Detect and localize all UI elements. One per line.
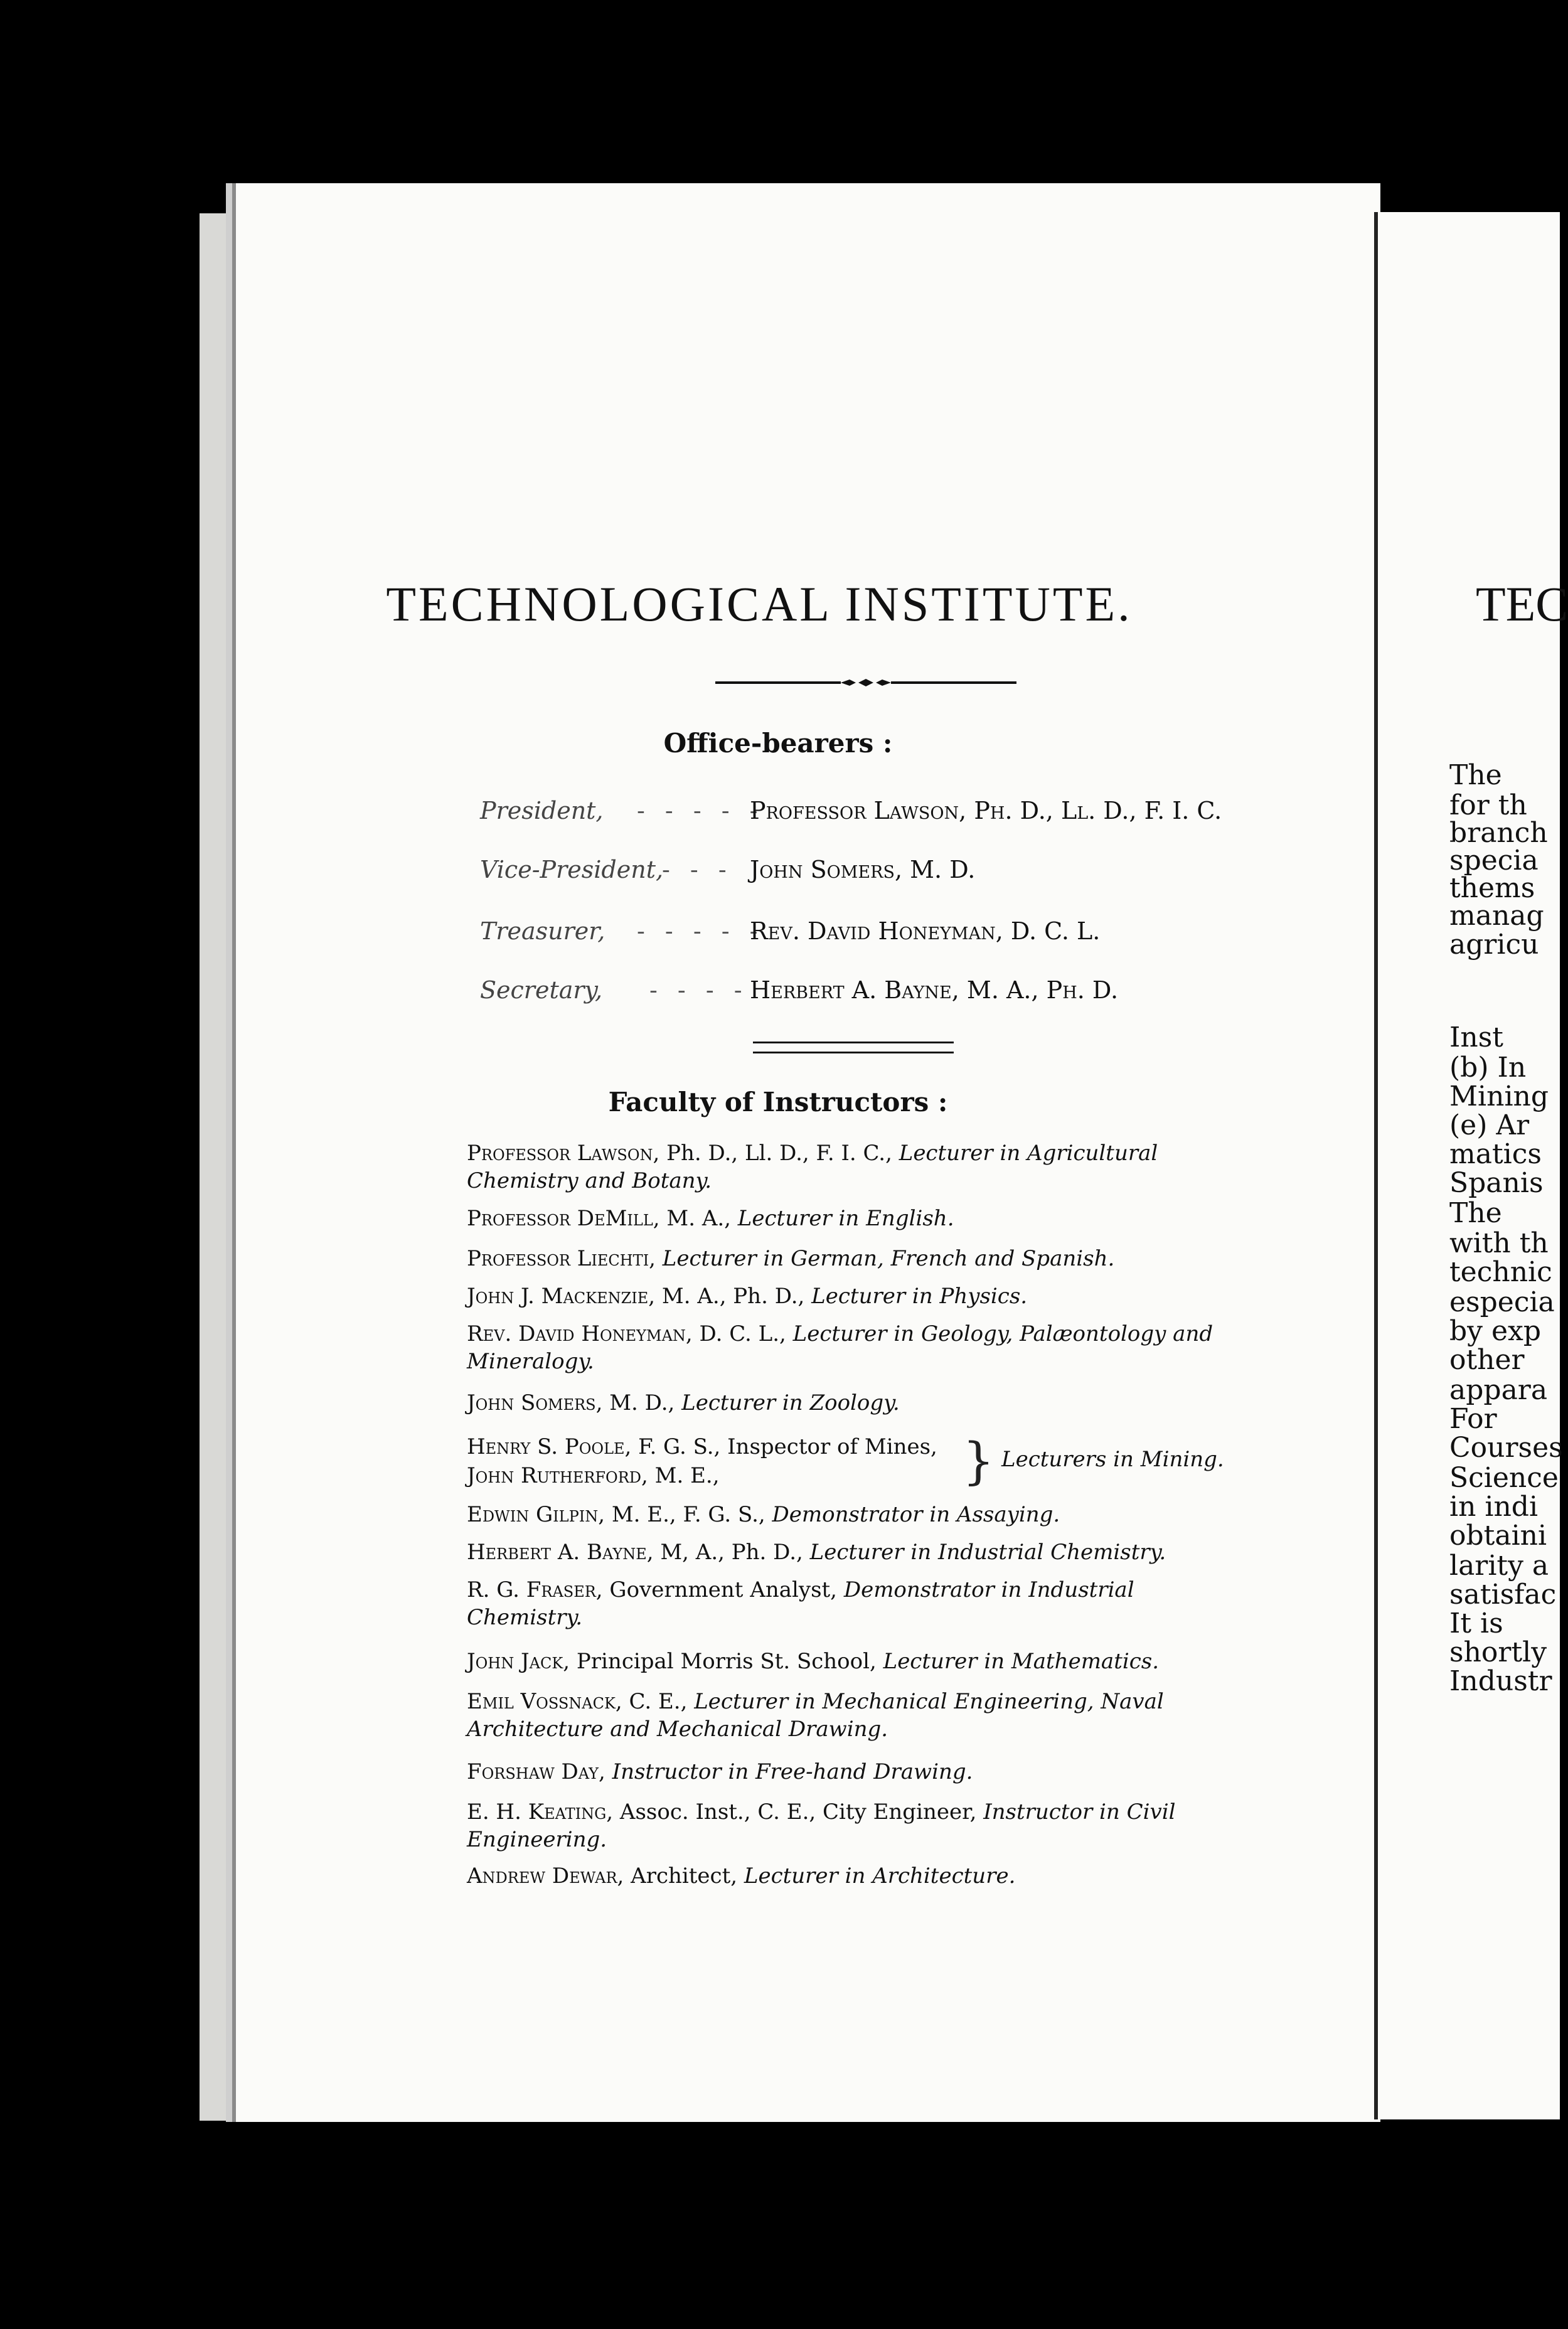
facing-page-line: Courses xyxy=(1449,1432,1563,1464)
office-role: President, xyxy=(480,797,604,824)
faculty-role: Demonstrator in Assaying. xyxy=(772,1502,1060,1527)
faculty-entry xyxy=(467,1688,1245,1743)
faculty-role: Lecturer in German, French and Spanish. xyxy=(662,1246,1115,1271)
faculty-credentials xyxy=(605,1759,612,1784)
facing-page-line: shortly xyxy=(1449,1636,1547,1668)
double-rule-bottom xyxy=(753,1052,954,1053)
faculty-name: Professor Liechti, xyxy=(467,1246,656,1271)
office-row-secretary xyxy=(480,976,1252,1010)
faculty-credentials: Ph. D., Ll. D., F. I. C., xyxy=(659,1141,899,1166)
facing-page-line: Mining xyxy=(1449,1080,1549,1112)
faculty-name: Henry S. Poole, xyxy=(467,1434,632,1459)
mining-line-1 xyxy=(467,1433,937,1461)
facing-page-line: satisfac xyxy=(1449,1579,1557,1611)
faculty-name: John J. Mackenzie, xyxy=(467,1284,656,1309)
facing-page-line: manag xyxy=(1449,900,1544,932)
facing-page-line: by exp xyxy=(1449,1315,1542,1347)
facing-page-line: with th xyxy=(1449,1227,1549,1259)
faculty-role: Lecturer in Agricultural Chemistry and Botany. xyxy=(467,1141,1158,1193)
faculty-entry xyxy=(467,1648,1245,1675)
faculty-credentials: M. D., xyxy=(602,1390,682,1415)
office-role: Vice-President, xyxy=(480,856,664,883)
facing-page-line: Industr xyxy=(1449,1665,1552,1697)
facing-page-line: obtaini xyxy=(1449,1520,1547,1552)
faculty-entry xyxy=(467,1245,1245,1272)
faculty-role: Lecturer in Architecture. xyxy=(744,1863,1016,1889)
faculty-credentials: Architect, xyxy=(624,1863,744,1889)
office-dashes: - - - xyxy=(662,856,733,883)
facing-page-line: thems xyxy=(1449,872,1535,904)
facing-page-line: The xyxy=(1449,1197,1502,1229)
office-role: Secretary, xyxy=(480,976,603,1004)
page-title: TECHNOLOGICAL INSTITUTE. xyxy=(386,577,1133,631)
facing-page-line: Science xyxy=(1449,1462,1559,1494)
facing-page-title: TEC xyxy=(1476,577,1568,631)
faculty-name: Emil Vossnack, xyxy=(467,1689,622,1714)
faculty-role: Instructor in Civil Engineering. xyxy=(467,1799,1176,1852)
office-bearers-heading: Office-bearers : xyxy=(663,728,893,759)
facing-page-line: larity a xyxy=(1449,1550,1549,1582)
faculty-entry xyxy=(467,1389,1245,1417)
office-row-vice-president xyxy=(480,856,1252,890)
faculty-entry xyxy=(467,1862,1245,1890)
office-name: John Somers, M. D. xyxy=(750,856,976,883)
faculty-entry xyxy=(467,1538,1245,1566)
facing-page-line: other xyxy=(1449,1344,1525,1376)
facing-page-line: branch xyxy=(1449,817,1548,849)
faculty-credentials: Government Analyst, xyxy=(602,1577,844,1602)
faculty-name: Edwin Gilpin, xyxy=(467,1502,605,1527)
faculty-credentials: F. G. S., Inspector of Mines, xyxy=(631,1434,937,1459)
office-dashes: - - - - - xyxy=(637,797,764,824)
faculty-name: Forshaw Day, xyxy=(467,1759,605,1784)
facing-page-line: in indi xyxy=(1449,1491,1539,1523)
faculty-name: Andrew Dewar, xyxy=(467,1863,624,1889)
faculty-role: Demonstrator in Industrial Chemistry. xyxy=(467,1577,1134,1630)
faculty-entry xyxy=(467,1282,1245,1310)
faculty-entry xyxy=(467,1320,1245,1375)
faculty-credentials: M. E., F. G. S., xyxy=(605,1502,772,1527)
facing-page-line: Inst xyxy=(1449,1021,1503,1053)
faculty-name: R. G. Fraser, xyxy=(467,1577,603,1602)
faculty-name: Rev. David Honeyman, xyxy=(467,1321,693,1346)
office-row-treasurer xyxy=(480,917,1252,951)
faculty-credentials: C. E., xyxy=(622,1689,695,1714)
facing-page-line: It is xyxy=(1449,1607,1503,1639)
office-name: Professor Lawson, Ph. D., Ll. D., F. I. C. xyxy=(750,797,1222,824)
faculty-name: Herbert A. Bayne, xyxy=(467,1540,654,1565)
faculty-name: John Rutherford, xyxy=(467,1463,648,1488)
faculty-name: Professor Lawson, xyxy=(467,1141,660,1166)
office-dashes: - - - - - xyxy=(637,917,764,945)
faculty-entry xyxy=(467,1798,1245,1853)
faculty-role: Lecturer in Industrial Chemistry. xyxy=(809,1540,1166,1565)
faculty-role: Lecturer in Mathematics. xyxy=(883,1649,1160,1674)
facing-page-line: agricu xyxy=(1449,929,1539,961)
facing-page-line: especia xyxy=(1449,1286,1555,1318)
faculty-role: Lecturer in Mechanical Engineering, Naval Architecture and Mechanical Drawing. xyxy=(467,1689,1164,1742)
faculty-role: Lecturer in Geology, Palæontology and Mineralogy. xyxy=(467,1321,1213,1374)
faculty-name: Professor DeMill, xyxy=(467,1206,660,1231)
faculty-entry xyxy=(467,1758,1245,1786)
faculty-entry xyxy=(467,1205,1245,1232)
facing-page-line: appara xyxy=(1449,1374,1548,1406)
faculty-credentials: M, A., Ph. D., xyxy=(653,1540,810,1565)
facing-page-line: The xyxy=(1449,759,1502,791)
facing-page-line: (b) In xyxy=(1449,1052,1527,1084)
brace-glyph: } xyxy=(963,1432,995,1490)
faculty-entry xyxy=(467,1576,1245,1631)
faculty-heading: Faculty of Instructors : xyxy=(608,1087,948,1117)
office-name: Herbert A. Bayne, M. A., Ph. D. xyxy=(750,976,1119,1004)
faculty-name: E. H. Keating, xyxy=(467,1799,614,1825)
facing-page-line: specia xyxy=(1449,845,1539,877)
faculty-name: John Somers, xyxy=(467,1390,603,1415)
double-rule-top xyxy=(753,1042,954,1043)
faculty-credentials: M. A., Ph. D., xyxy=(655,1284,812,1309)
office-role: Treasurer, xyxy=(480,917,605,945)
facing-page-line: for th xyxy=(1449,789,1527,821)
facing-page-line: For xyxy=(1449,1403,1497,1435)
faculty-role: Lecturer in Zoology. xyxy=(681,1390,900,1415)
facing-page-line: Spanis xyxy=(1449,1167,1544,1199)
page-edge xyxy=(200,213,230,2121)
faculty-credentials: M. E., xyxy=(648,1463,720,1488)
faculty-entry xyxy=(467,1501,1245,1528)
faculty-credentials: D. C. L., xyxy=(692,1321,793,1346)
title-ornament xyxy=(715,676,1016,689)
faculty-credentials: Principal Morris St. School, xyxy=(570,1649,883,1674)
faculty-credentials: M. A., xyxy=(659,1206,738,1231)
faculty-credentials xyxy=(656,1246,663,1271)
faculty-credentials: Assoc. Inst., C. E., City Engineer, xyxy=(613,1799,984,1825)
office-dashes: - - - - xyxy=(649,976,749,1004)
faculty-name: John Jack, xyxy=(467,1649,570,1674)
faculty-role: Lecturer in English. xyxy=(737,1206,954,1231)
office-row-president xyxy=(480,797,1252,831)
office-name: Rev. David Honeyman, D. C. L. xyxy=(750,917,1101,945)
mining-lecturers xyxy=(467,1433,1245,1496)
faculty-role: Instructor in Free-hand Drawing. xyxy=(612,1759,973,1784)
faculty-role: Lecturer in Physics. xyxy=(811,1284,1028,1309)
faculty-entry xyxy=(467,1139,1245,1195)
mining-line-2 xyxy=(467,1462,720,1490)
facing-page-line: (e) Ar xyxy=(1449,1109,1530,1141)
facing-page-line: technic xyxy=(1449,1256,1552,1288)
facing-page-line: matics xyxy=(1449,1138,1542,1170)
mining-role: Lecturers in Mining. xyxy=(1001,1447,1224,1472)
